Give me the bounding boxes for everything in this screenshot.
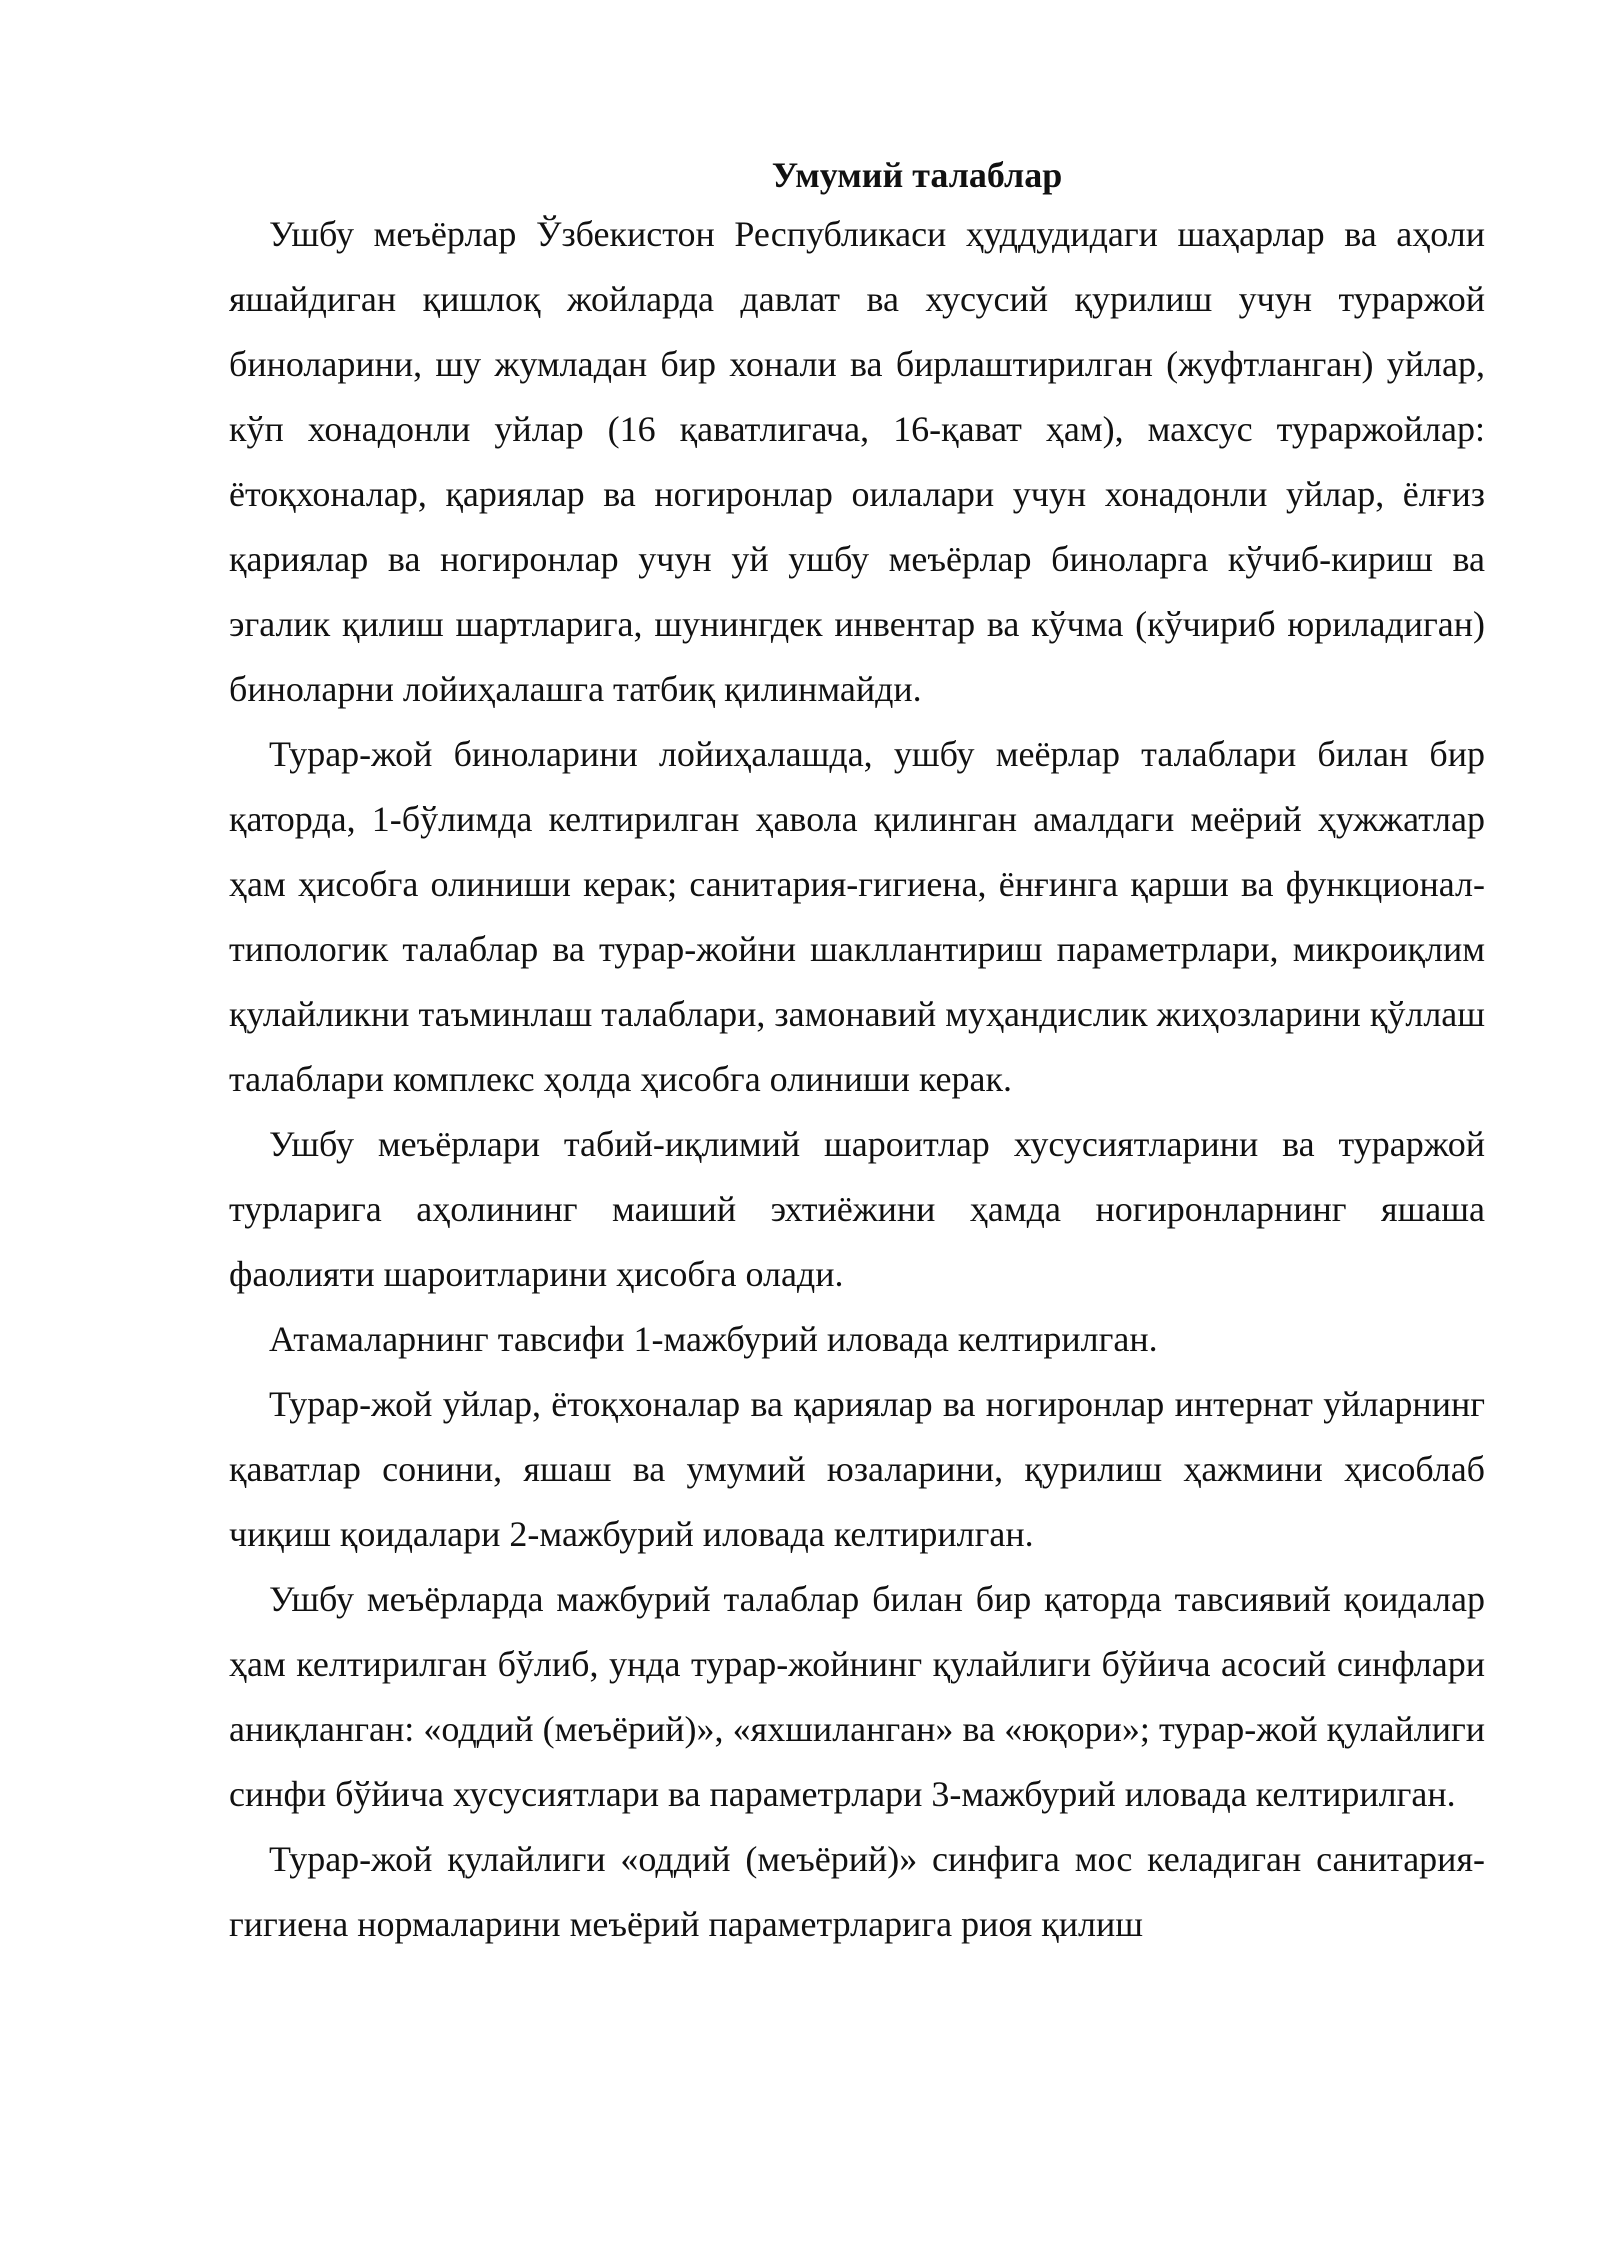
- paragraph: Ушбу меъёрлар Ўзбекистон Республикаси ҳуддудидаги шаҳарлар ва аҳоли яшайдиган қишлоқ жойларда давлат ва хусусий қурилиш учун тураржой биноларини, шу жумладан бир хонали ва бирлаштирилган (жуфтланган) уйлар, кўп хонадонли уйлар (16 қаватлигача, 16-қават ҳам), махсус тураржойлар: ётоқхоналар, қариялар ва ногиронлар оилалари учун хонадонли уйлар, ёлғиз қариялар ва ногиронлар учун уй ушбу меъёрлар биноларга кўчиб-кириш ва эгалик қилиш шартларига, шунингдек инвентар ва кўчма (кўчириб юриладиган) биноларни лойиҳалашга татбиқ қилинмайди.: [229, 214, 1485, 709]
- paragraph: Ушбу меъёрларда мажбурий талаблар билан бир қаторда тавсиявий қоидалар ҳам келтирилган бўлиб, унда турар-жойнинг қулайлиги бўйича асосий синфлари аниқланган: «оддий (меъёрий)», «яхшиланган» ва «юқори»; турар-жой қулайлиги синфи бўйича хусусиятлари ва параметрлари 3-мажбурий иловада келтирилган.: [229, 1579, 1485, 1814]
- document-body: [229, 148, 1485, 1957]
- document-title: Умумий талаблар: [771, 155, 1063, 195]
- paragraph: Турар-жой биноларини лойиҳалашда, ушбу меёрлар талаблари билан бир қаторда, 1-бўлимда келтирилган ҳавола қилинган амалдаги меёрий ҳужжатлар ҳам ҳисобга олиниши керак; санитария-гигиена, ёнғинга қарши ва функционал-типологик талаблар ва турар-жойни шакллантириш параметрлари, микроиқлим қулайликни таъминлаш талаблари, замонавий муҳандислик жиҳозларини қўллаш талаблари комплекс ҳолда ҳисобга олиниши керак.: [229, 734, 1485, 1099]
- paragraph: Турар-жой қулайлиги «оддий (меъёрий)» синфига мос келадиган санитария-гигиена нормаларини меъёрий параметрларига риоя қилиш: [229, 1839, 1485, 1944]
- paragraph: Турар-жой уйлар, ётоқхоналар ва қариялар ва ногиронлар интернат уйларнинг қаватлар сонини, яшаш ва умумий юзаларини, қурилиш ҳажмини ҳисоблаб чиқиш қоидалари 2-мажбурий иловада келтирилган.: [229, 1384, 1485, 1554]
- paragraph: Атамаларнинг тавсифи 1-мажбурий иловада келтирилган.: [269, 1319, 1158, 1359]
- paragraph: Ушбу меъёрлари табий-иқлимий шароитлар хусусиятларини ва тураржой турларига аҳолининг маиший эхтиёжини ҳамда ногиронларнинг яшаша фаолияти шароитларини ҳисобга олади.: [229, 1124, 1485, 1294]
